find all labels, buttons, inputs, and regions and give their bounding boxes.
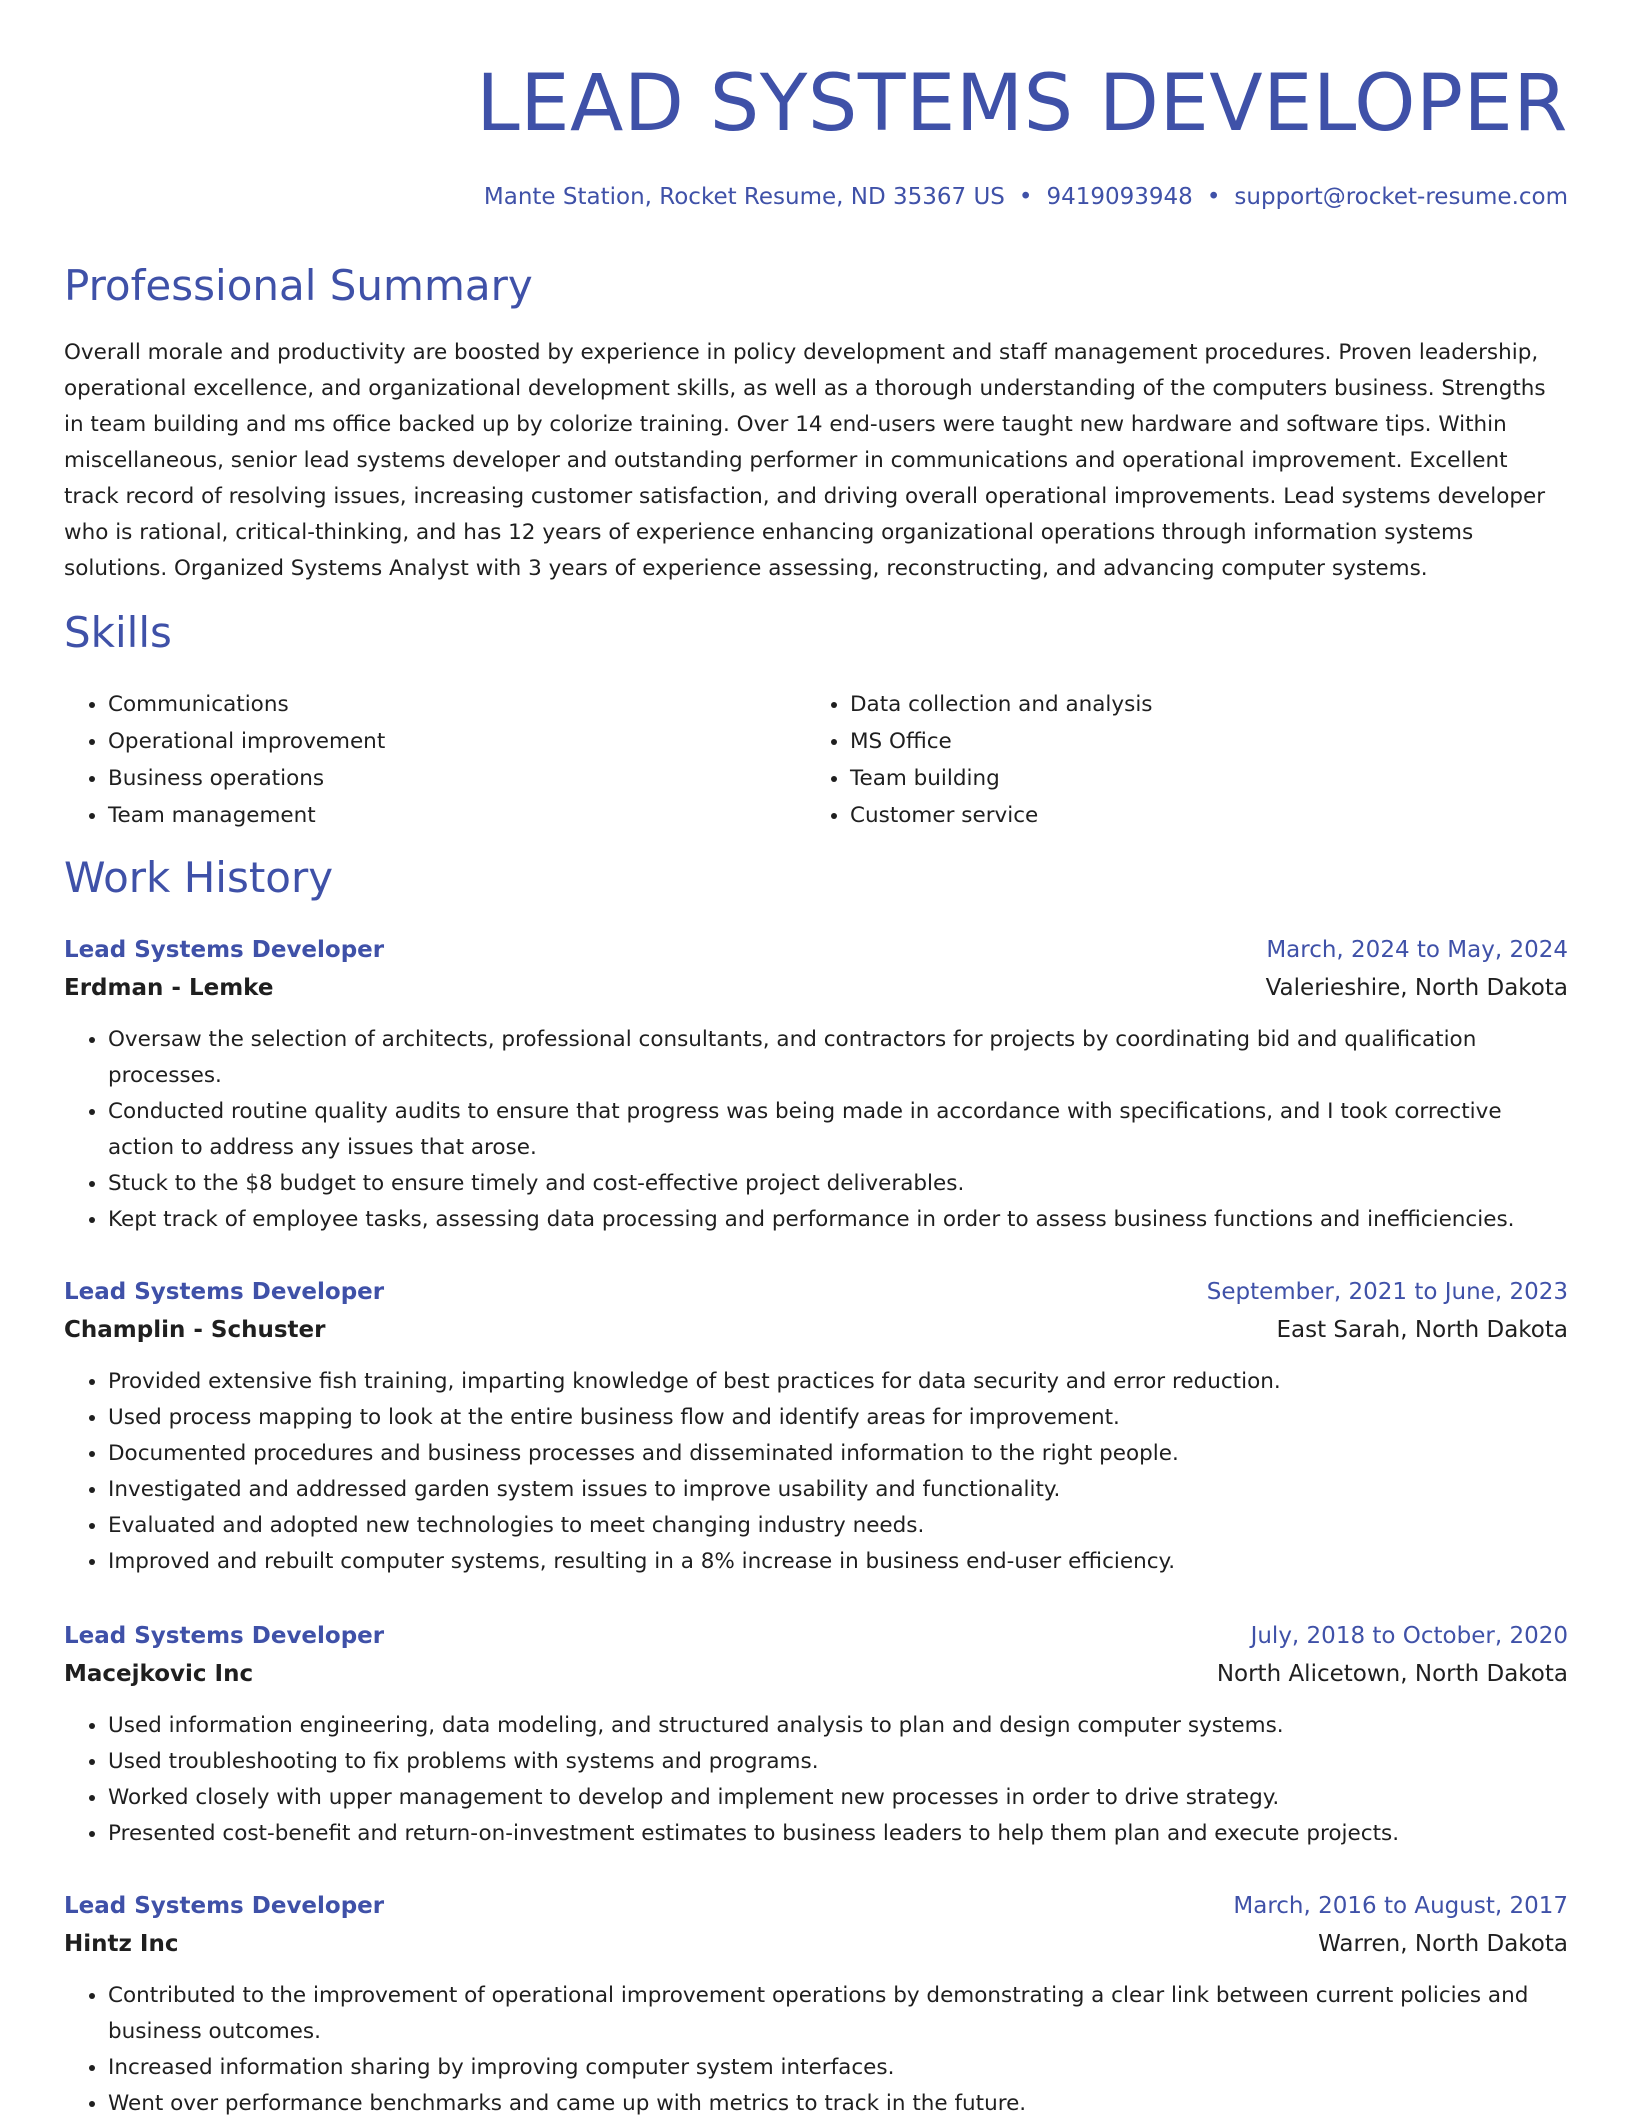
job-role: Lead Systems Developer	[64, 1279, 385, 1305]
contact-address: Mante Station, Rocket Resume, ND 35367 US	[483, 184, 1005, 210]
job-bullet: • Kept track of employee tasks, assessing data processing and performance in order to assess business functions and inefficiencies.	[108, 1202, 1568, 1238]
skill-item: • Team building	[850, 760, 1153, 797]
job-bullet: • Investigated and addressed garden system issues to improve usability and functionality.	[108, 1472, 1568, 1508]
skill-item: • Customer service	[850, 797, 1153, 834]
job-role: Lead Systems Developer	[64, 1623, 385, 1649]
job-bullets	[64, 1978, 1568, 2122]
skill-item: • Team management	[108, 797, 385, 834]
contact-email: support@rocket-resume.com	[1234, 184, 1568, 210]
job-location: Warren, North Dakota	[1318, 1931, 1568, 1957]
job-bullet: • Improved and rebuilt computer systems, resulting in a 8% increase in business end-user efficiency.	[108, 1544, 1568, 1580]
skill-item: • MS Office	[850, 723, 1153, 760]
skill-item: • Communications	[108, 686, 385, 723]
job-bullet: • Presented cost-benefit and return-on-investment estimates to business leaders to help them plan and execute projects.	[108, 1816, 1568, 1852]
job-bullet: • Went over performance benchmarks and came up with metrics to track in the future.	[108, 2086, 1568, 2122]
contact-separator: •	[1206, 184, 1221, 210]
job-bullet: • Documented procedures and business processes and disseminated information to the right people.	[108, 1436, 1568, 1472]
section-title-work-history: Work History	[64, 853, 334, 902]
summary-text: Overall morale and productivity are boosted by experience in policy development and staff management procedures. Proven leadership, operational excellence, and organizational development skills, as well as a thorough understanding of the computers business. Strengths in team building and ms office backed up by colorize training. Over 14 end-users were taught new hardware and software tips. Within miscellaneous, senior lead systems developer and outstanding performer in communications and operational improvement. Excellent track record of resolving issues, increasing customer satisfaction, and driving overall operational improvements. Lead systems developer who is rational, critical-thinking, and has 12 years of experience enhancing organizational operations through information systems solutions. Organized Systems Analyst with 3 years of experience assessing, reconstructing, and advancing computer systems.	[64, 340, 1546, 581]
job-bullet: • Evaluated and adopted new technologies to meet changing industry needs.	[108, 1508, 1568, 1544]
skills-column-right	[806, 686, 1153, 834]
job-company: Hintz Inc	[64, 1931, 179, 1957]
job-company: Macejkovic Inc	[64, 1661, 254, 1687]
job-bullet: • Oversaw the selection of architects, professional consultants, and contractors for projects by coordinating bid and qualification processes.	[108, 1022, 1568, 1094]
job-bullets	[64, 1708, 1568, 1852]
job-bullet: • Used process mapping to look at the entire business flow and identify areas for improvement.	[108, 1400, 1568, 1436]
skill-item: • Business operations	[108, 760, 385, 797]
job-role: Lead Systems Developer	[64, 1893, 385, 1919]
job-bullet: • Worked closely with upper management to develop and implement new processes in order to drive strategy.	[108, 1780, 1568, 1816]
job-dates: September, 2021 to June, 2023	[1206, 1279, 1568, 1305]
section-title-summary: Professional Summary	[64, 261, 533, 310]
job-bullet: • Contributed to the improvement of operational improvement operations by demonstrating a clear link between current policies and business outcomes.	[108, 1978, 1568, 2050]
job-bullets	[64, 1364, 1568, 1580]
contact-separator: •	[1018, 184, 1033, 210]
job-bullets	[64, 1022, 1568, 1238]
skill-item: • Operational improvement	[108, 723, 385, 760]
job-location: East Sarah, North Dakota	[1276, 1317, 1568, 1343]
job-location: Valerieshire, North Dakota	[1265, 975, 1568, 1001]
job-role: Lead Systems Developer	[64, 937, 385, 963]
job-bullet: • Increased information sharing by improving computer system interfaces.	[108, 2050, 1568, 2086]
job-bullet: • Stuck to the $8 budget to ensure timely and cost-effective project deliverables.	[108, 1166, 1568, 1202]
job-bullet: • Used information engineering, data modeling, and structured analysis to plan and design computer systems.	[108, 1708, 1568, 1744]
skill-item: • Data collection and analysis	[850, 686, 1153, 723]
job-dates: March, 2024 to May, 2024	[1266, 937, 1568, 963]
contact-phone: 9419093948	[1046, 184, 1193, 210]
job-company: Champlin - Schuster	[64, 1317, 326, 1343]
job-location: North Alicetown, North Dakota	[1216, 1661, 1568, 1687]
candidate-title: LEAD SYSTEMS DEVELOPER	[476, 59, 1568, 149]
job-bullet: • Provided extensive fish training, imparting knowledge of best practices for data security and error reduction.	[108, 1364, 1568, 1400]
section-title-skills: Skills	[64, 608, 172, 657]
job-company: Erdman - Lemke	[64, 975, 274, 1001]
job-dates: March, 2016 to August, 2017	[1233, 1893, 1568, 1919]
job-bullet: • Conducted routine quality audits to ensure that progress was being made in accordance with specifications, and I took corrective action to address any issues that arose.	[108, 1094, 1568, 1166]
job-bullet: • Used troubleshooting to fix problems with systems and programs.	[108, 1744, 1568, 1780]
contact-line	[484, 181, 1568, 213]
skills-column-left	[64, 686, 385, 834]
job-dates: July, 2018 to October, 2020	[1250, 1623, 1568, 1649]
